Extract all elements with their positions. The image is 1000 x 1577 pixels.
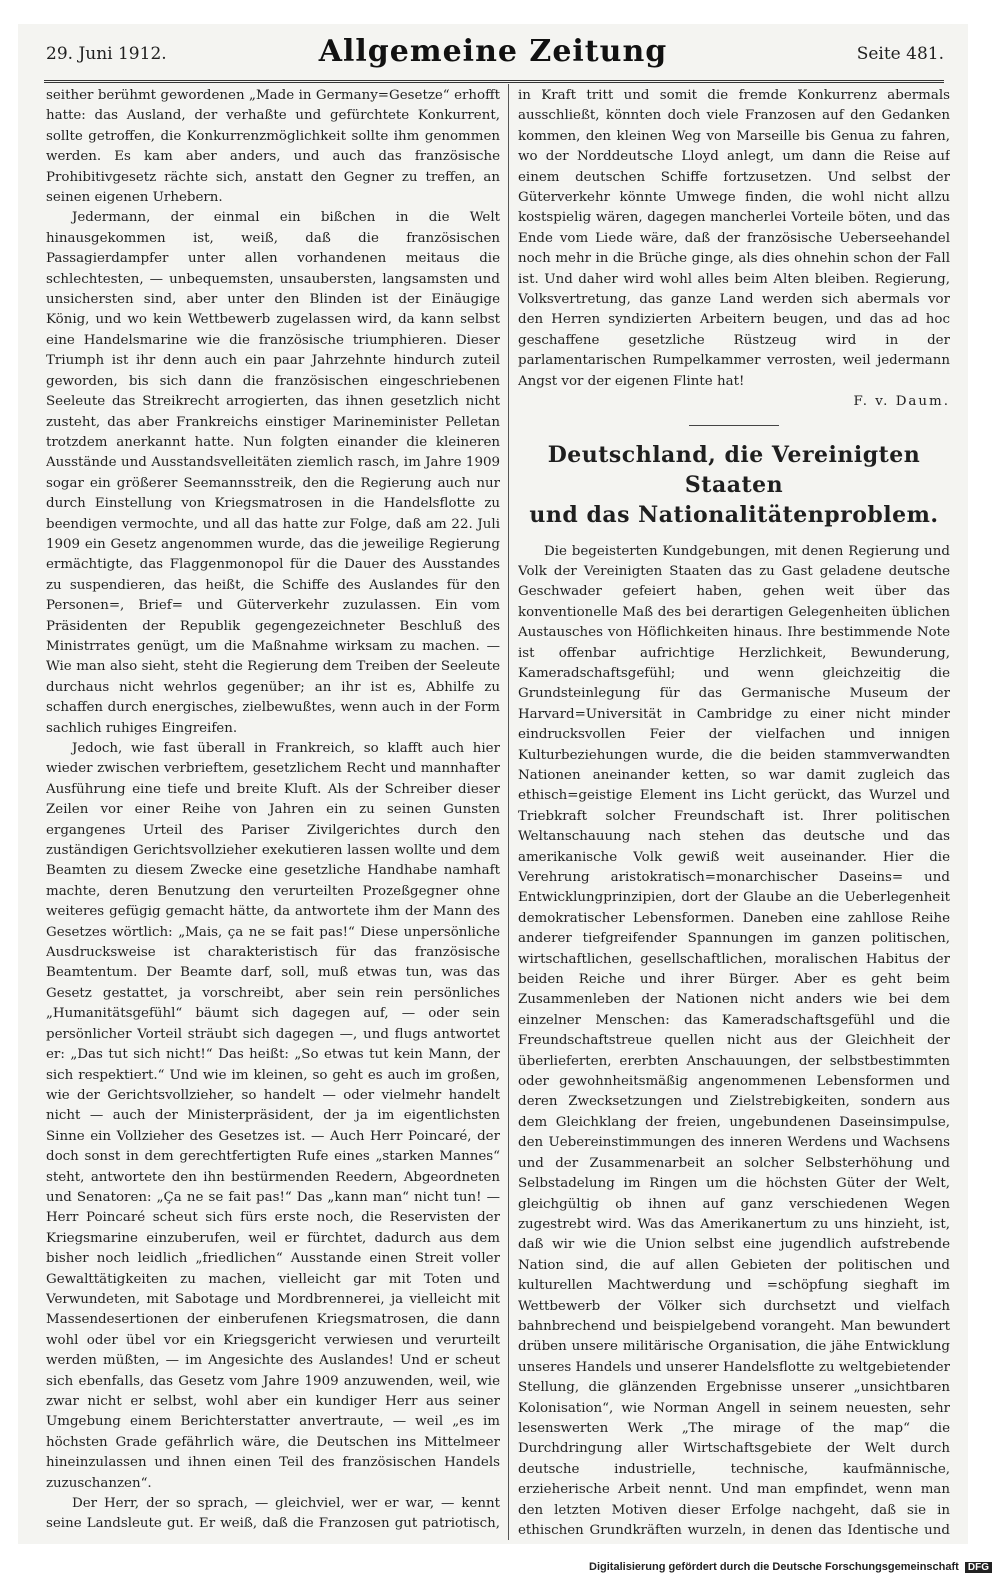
digitization-credit — [589, 1561, 992, 1573]
paragraph: in Kraft tritt und somit die fremde Konkurrenz abermals ausschließt, könnten doch viele Franzosen auf den Gedanken kommen, den kleinen Weg von Marseille bis Genua zu fahren, wo der Norddeutsche Lloyd anlegt, um dann die Reise auf einem deutschen Schiffe fortzusetzen. Und selbst der Güterverkehr könnte Umwege finden, die wohl nicht allzu kostspielig wären, dagegen mancherlei Vorteile böten, und das Ende vom Liede wäre, daß der französische Ueberseehandel noch mehr in die Brüche ginge, als dies ohnehin schon der Fall ist. Und daher wird wohl alles beim Alten bleiben. Regierung, Volksvertretung, das ganze Land werden sich abermals vor den Herren syndizierten Arbeitern beugen, und das ad hoc geschaffene gesetzliche Rüstzeug wird in der parlamentarischen Rumpelkammer verrosten, weil jedermann Angst vor der eigenen Flinte hat! — [518, 88, 950, 389]
right-column — [518, 86, 950, 1538]
article-separator — [689, 425, 779, 426]
paragraph: Jedermann, der einmal ein bißchen in die Welt hinausgekommen ist, weiß, daß die französischen Passagierdampfer unter allen vorhandenen meitaus die schlechtesten, — unbequemsten, unsaubersten, langsamsten und unsichersten sind, aber unter den Blinden ist der Einäugige König, und wo kein Wettbewerb zugelassen wird, da kann selbst eine Handelsmarine wie die französische triumphieren. Dieser Triumph ist ihr denn auch ein paar Jahrzehnte hindurch zuteil geworden, bis sich dann die französischen eingeschriebenen Seeleute das Streikrecht arrogierten, das ihnen gesetzlich nicht zusteht, das aber Frankreichs einstiger Marineminister Pelletan trotzdem anerkannt hatte. Nun folgten einander die kleineren Ausstände und Ausstandsvelleitäten ziemlich rasch, im Jahre 1909 sogar ein größerer Seemannsstreik, den die Regierung auch nur durch Einstellung von Kriegsmatrosen in die Handelsflotte zu beendigen vermochte, und all das hatte zur Folge, daß am 22. Juli 1909 ein Gesetz angenommen wurde, das die jeweilige Regierung ermächtigte, das Flaggenmonopol für die Dauer des Ausstandes zu suspendieren, das heißt, die Schiffe des Auslandes für den Personen=, Brief= und Güterverkehr zuzulassen. Ein vom Präsidenten der Republik gegengezeichneter Beschluß des Ministrrates genügt, um die Maßnahme wirksam zu machen. — Wie man also sieht, steht die Regierung dem Treiben der Seeleute durchaus nicht wehrlos gegenüber; an ihr ist es, Abhilfe zu schaffen durch energisches, zielbewußtes, wenn auch in der Form sachlich ruhiges Eingreifen. — [46, 210, 500, 736]
header-rule — [44, 80, 944, 83]
left-column — [46, 86, 500, 1538]
header-page-number: Seite 481. — [856, 44, 944, 64]
header-date: 29. Juni 1912. — [46, 44, 167, 64]
paragraph: Jedoch, wie fast überall in Frankreich, so klafft auch hier wieder zwischen verbrieftem, gesetzlichem Recht und mannhafter Ausführung eine tiefe und breite Kluft. Als der Schreiber dieser Zeilen vor einer Reihe von Jahren ein zu seinen Gunsten ergangenes Urteil des Pariser Zivilgerichtes durch den zuständigen Gerichtsvollzieher exekutieren lassen wollte und dem Beamten zu diesem Zwecke eine gesetzliche Handhabe namhaft machte, deren Benutzung den verurteilten Prozeßgegner ohne weiteres gefügig gemacht hätte, da antwortete ihm der Mann des Gesetzes wörtlich: „Mais, ça ne se fait pas!“ Diese unpersönliche Ausdrucksweise ist charakteristisch für das französische Beamtentum. Der Beamte darf, soll, muß etwas tun, was das Gesetz gestattet, ja vorschreibt, aber sein rein persönliches „Humanitätsgefühl“ bäumt sich dagegen auf, — oder sein persönlicher Vorteil sträubt sich dagegen —, und flugs antwortet er: „Das tut sich nicht!“ Das heißt: „So etwas tut kein Mann, der sich respektiert.“ Und wie im kleinen, so geht es auch im großen, wie der Gerichtsvollzieher, so handelt — oder vielmehr handelt nicht — auch der Ministerpräsident, der ja im eigentlichsten Sinne ein Vollzieher des Gesetzes ist. — Auch Herr Poincaré, der doch sonst in dem gerechtfertigten Rufe eines „starken Mannes“ steht, antwortete den ihn bestürmenden Reedern, Abgeordneten und Senatoren: „Ça ne se fait pas!“ Das „kann man“ nicht tun! — Herr Poincaré scheut sich fürs erste noch, die Reservisten der Kriegsmarine einzuberufen, weil er fürchtet, dadurch aus dem bisher noch leidlich „friedlichen“ Ausstande einen Streit voller Gewalttätigkeiten zu machen, vielleicht gar mit Toten und Verwundeten, mit Sabotage und Mordbrennerei, ja vielleicht mit Massendesertionen der einberufenen Kriegsmatrosen, die dann wohl oder übel vor ein Kriegsgericht verwiesen und verurteilt werden müßten, — im Angesichte des Auslandes! Und er scheut sich ebenfalls, das Gesetz vom Jahre 1909 anzuwenden, weil, wie zwar nicht er selbst, wohl aber ein kundiger Herr aus seiner Umgebung einem Berichterstatter anvertraute, — weil „es im höchsten Grade gefährlich wäre, die Deutschen ins Mittelmeer hineinzulassen und ihnen einen Teil des französischen Handels zuzuschanzen“. — [46, 741, 500, 1491]
paragraph: Die begeisterten Kundgebungen, mit denen Regierung und Volk der Vereinigten Staaten das zu Gast geladene deutsche Geschwader gefeiert haben, gehen weit über das konventionelle Maß des bei derartigen Gelegenheiten üblichen Austausches von Höflichkeiten hinaus. Ihre bestimmende Note ist offenbar aufrichtige Herzlichkeit, Bewunderung, Kameradschaftsgefühl; und wenn gleichzeitig die Grundsteinlegung für das Germanische Museum der Harvard=Universität in Cambridge zu einer nicht minder eindrucksvollen Feier der vielfachen und innigen Kulturbeziehungen wurde, die die beiden stammverwandten Nationen aneinander ketten, so war damit zugleich das ethisch=geistige Element ins Licht gerückt, das Wurzel und Triebkraft solcher Freundschaft ist. Ihrer politischen Weltanschauung nach stehen das deutsche und das amerikanische Volk gewiß weit auseinander. Hier die Verehrung aristokratisch=monarchischer Daseins= und Entwicklungprinzipien, dort der Glaube an die Ueberlegenheit demokratischer Lebensformen. Daneben eine zahllose Reihe anderer tiefgreifender Spannungen im ganzen politischen, wirtschaftlichen, gesellschaftlichen, moralischen Habitus der beiden Reiche und ihrer Bürger. Aber es geht beim Zusammenleben der Nationen nicht anders wie bei dem einzelner Menschen: das Kameradschaftsgefühl und die Freundschaftstreue quellen nicht aus der Gleichheit der überlieferten, ererbten Anschauungen, der selbstbestimmten oder gewohnheitsmäßig angenommenen Lebensformen und deren Zwecksetzungen und Zielstrebigkeiten, sondern aus dem Gleichklang der freien, ungebundenen Daseinsimpulse, den Uebereinstimmungen des inneren Werdens und Wachsens und der Zusammenarbeit an solcher Selbsterhöhung und Selbstadelung im Ringen um die höchsten Güter der Welt, gleichgültig ob ihnen auf ganz verschiedenen Wegen zugestrebt wird. Was das Amerikanertum zu uns hinzieht, ist, daß wir wie die Union selbst eine jugendlich aufstrebende Nation sind, die auf allen Gebieten der politischen und kulturellen Machtwerdung und =schöpfung sieghaft im Wettbewerb der Völker sich durchsetzt und vielfach bahnbrechend und beispielgebend vorangeht. Man bewundert drüben unsere militärische Organisation, die jähe Entwicklung unseres Handels und unserer Handelsflotte zu weltgebietender Stellung, die glänzenden Ergebnisse unserer „unsichtbaren Kolonisation“, wie Norman Angell in seinem neuesten, sehr lesenswerten Werk „The mirage of the map“ die Durchdringung aller Wirtschaftsgebiete der Welt durch deutsche industrielle, technische, kaufmännische, erzieherische Arbeit nennt. Und man empfindet, wenn man den letzten Motiven dieser Erfolge nachgeht, daß sie in ethischen Grundkräften wurzeln, in denen das Identische und — [518, 543, 950, 1538]
dfg-logo: DFG — [965, 1562, 992, 1573]
column-divider — [508, 84, 509, 1540]
paragraph: seither berühmt gewordenen „Made in Germany=Gesetze“ erhofft hatte: das Ausland, der verhaßte und gefürchtete Konkurrent, sollte getroffen, die Konkurrenzmöglichkeit sollte ihm genommen werden. Es kam aber anders, und auch das französische Prohibitivgesetz rächte sich, anstatt den Gegner zu treffen, an seinen eigenen Urhebern. — [46, 88, 500, 206]
credit-text: Digitalisierung gefördert durch die Deutsche Forschungsgemeinschaft — [589, 1561, 959, 1573]
masthead-title: Allgemeine Zeitung — [318, 34, 668, 69]
article-title-line: Deutschland, die Vereinigten Staaten — [547, 441, 921, 498]
article-title — [518, 440, 950, 530]
article-title-line: und das Nationalitätenproblem. — [529, 501, 939, 528]
paragraph: Der Herr, der so sprach, — gleichviel, wer er war, — kennt seine Landsleute gut. Er weiß, daß die Franzosen gut patriotisch, — [46, 1496, 500, 1532]
author-signature: F. v. Daum. — [853, 394, 950, 410]
newspaper-page — [18, 24, 968, 1544]
